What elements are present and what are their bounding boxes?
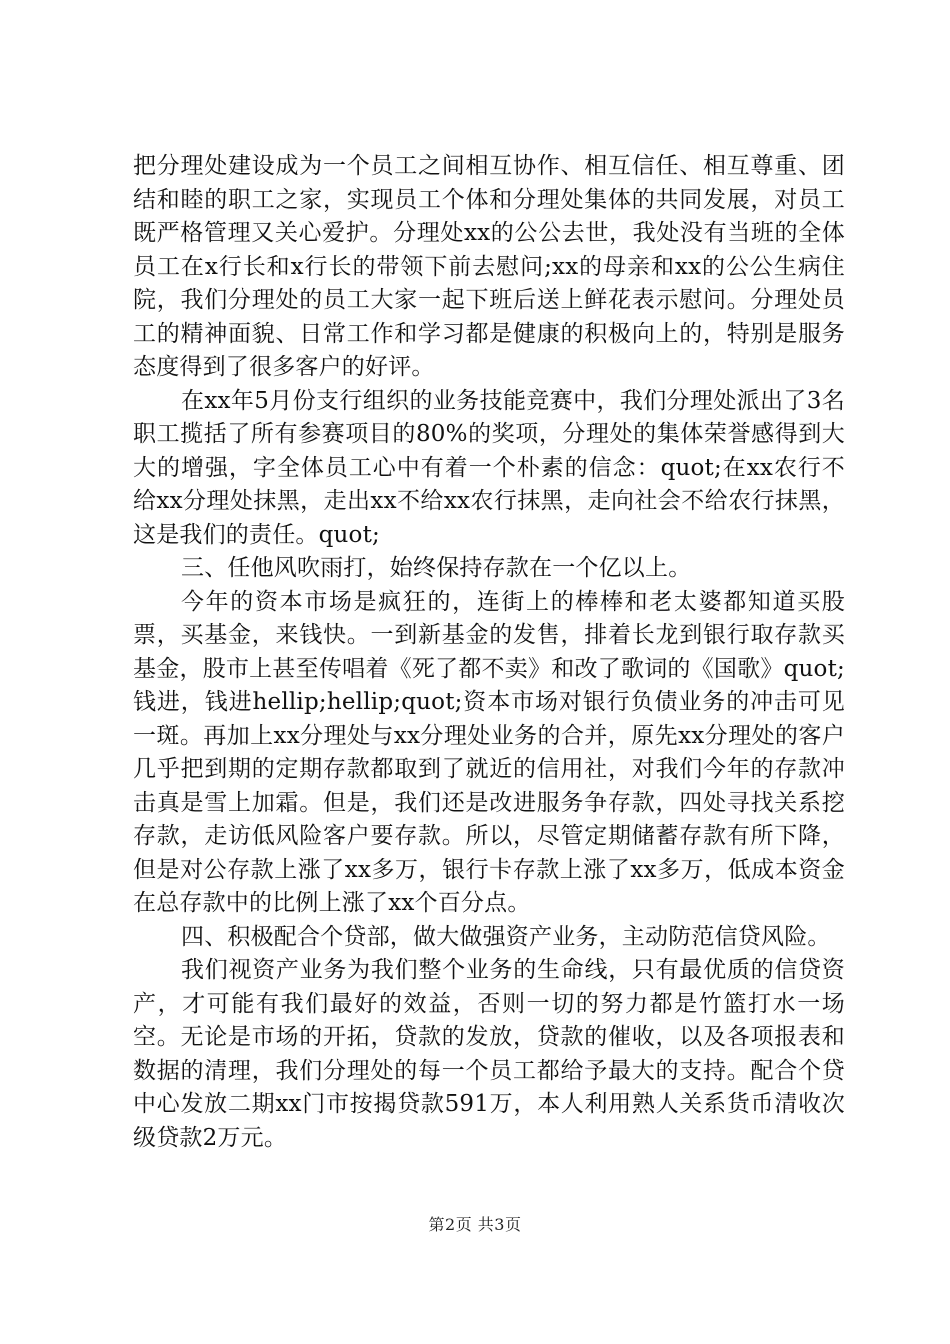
page-number: 第2页 共3页 <box>428 1215 522 1234</box>
section-heading-credit: 四、积极配合个贷部，做大做强资产业务，主动防范信贷风险。 <box>181 923 831 950</box>
document-body <box>133 150 845 1155</box>
section-heading-deposits: 三、任他风吹雨打，始终保持存款在一个亿以上。 <box>181 555 692 581</box>
paragraph-skills-competition: 在xx年5月份支行组织的业务技能竞赛中，我们分理处派出了3名职工揽括了所有参赛项目的80%的奖项，分理处的集体荣誉感得到大大的增强，字全体员工心中有着一个朴素的信念：quot;在xx农行不给xx分理处抹黑，走出xx不给xx农行抹黑，走向社会不给农行抹黑，这是我们的责任。quot; <box>133 387 845 548</box>
paragraph-capital-market: 今年的资本市场是疯狂的，连街上的棒棒和老太婆都知道买股票，买基金，来钱快。一到新基金的发售，排着长龙到银行取存款买基金，股市上甚至传唱着《死了都不卖》和改了歌词的《国歌》quot;钱进，钱进hellip;hellip;quot;资本市场对银行负债业务的冲击可见一斑。再加上xx分理处与xx分理处业务的合并，原先xx分理处的客户几乎把到期的定期存款都取到了就近的信用社，对我们今年的存款冲击真是雪上加霜。但是，我们还是改进服务争存款，四处寻找关系挖存款，走访低风险客户要存款。所以，尽管定期储蓄存款有所下降，但是对公存款上涨了xx多万，银行卡存款上涨了xx多万，低成本资金在总存款中的比例上涨了xx个百分点。 <box>133 588 845 916</box>
page-footer <box>0 1215 950 1235</box>
paragraph-asset-business: 我们视资产业务为我们整个业务的生命线，只有最优质的信贷资产，才可能有我们最好的效益，否则一切的努力都是竹篮打水一场空。无论是市场的开拓，贷款的发放，贷款的催收，以及各项报表和数据的清理，我们分理处的每一个员工都给予最大的支持。配合个贷中心发放二期xx门市按揭贷款591万，本人利用熟人关系货币清收次级贷款2万元。 <box>133 957 845 1151</box>
paragraph-continuation: 把分理处建设成为一个员工之间相互协作、相互信任、相互尊重、团结和睦的职工之家，实现员工个体和分理处集体的共同发展，对员工既严格管理又关心爱护。分理处xx的公公去世，我处没有当班的全体员工在x行长和x行长的带领下前去慰问;xx的母亲和xx的公公生病住院，我们分理处的员工大家一起下班后送上鲜花表示慰问。分理处员工的精神面貌、日常工作和学习都是健康的积极向上的，特别是服务态度得到了很多客户的好评。 <box>133 153 845 380</box>
